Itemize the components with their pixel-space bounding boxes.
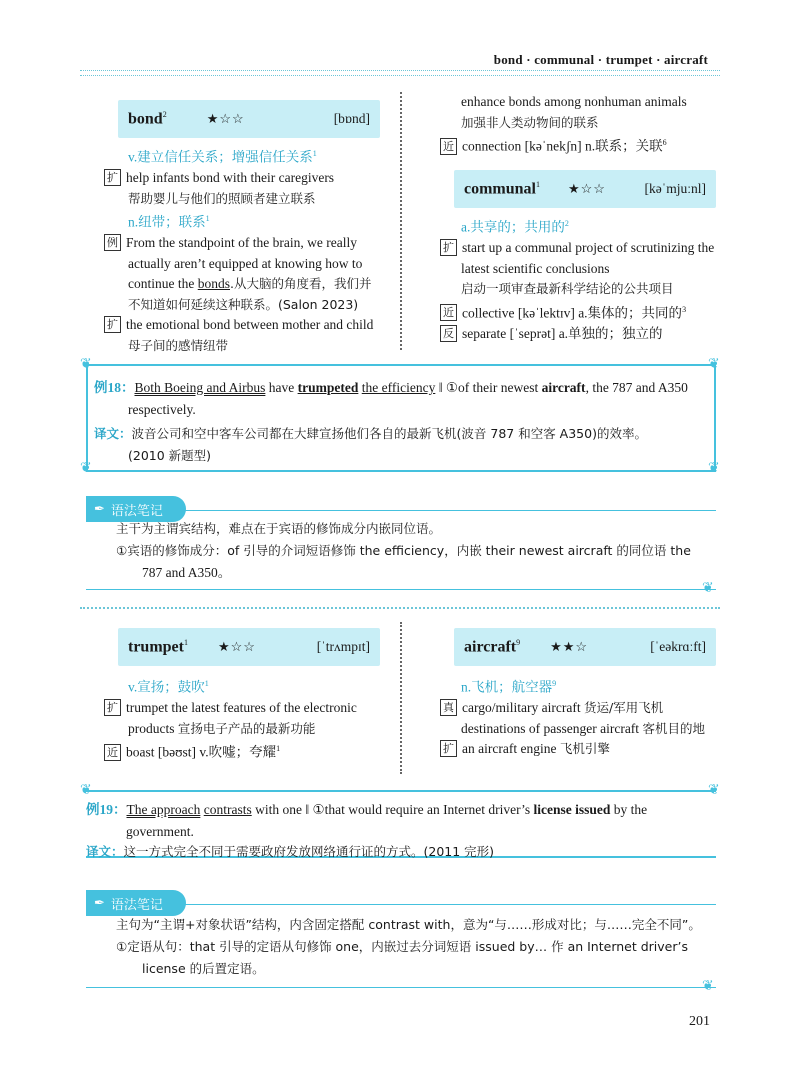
page-number: 201 xyxy=(689,1014,710,1029)
star-rating: ★★☆ xyxy=(550,639,589,654)
section-divider xyxy=(80,607,720,610)
note-line: 主句为“主谓+对象状语”结构，内含固定搭配 contrast with，意为“与……形成对比；与……完全不同”。 xyxy=(116,917,701,932)
example-18-source: (2010 新题型) xyxy=(128,448,212,463)
headword: bond$^2$ xyxy=(128,109,167,128)
pos-line: n.纽带；联系$^1$ xyxy=(128,214,210,230)
pos-line: a.共享的；共用的$^2$ xyxy=(461,219,569,235)
entry-trumpet-headbox xyxy=(118,628,380,666)
grammar-note-tab: ✒ 语法笔记 xyxy=(86,890,186,916)
extension-line: 扩 the emotional bond between mother and child xyxy=(104,315,394,336)
antonym-line: 反 separate [ˈseprət] a.单独的；独立的 xyxy=(440,324,740,345)
real-usage-line: destinations of passenger aircraft 客机目的地 xyxy=(461,720,705,736)
example-18-translation: 译文：波音公司和空中客车公司都在大肆宣扬他们各自的最新飞机(波音 787 和空客 A350)的效率。 xyxy=(94,426,647,441)
example-19-translation: 译文：这一方式完全不同于需要政府发放网络通行证的方式。(2011 完形) xyxy=(86,844,495,859)
phonetic: [kəˈmjuːnl] xyxy=(644,181,706,196)
pos-line: v.建立信任关系；增强信任关系$^1$ xyxy=(128,149,317,165)
extension-line: 扩 help infants bond with their caregivers xyxy=(104,168,394,189)
example-line: 不知道如何延续这种联系。(Salon 2023) xyxy=(128,296,359,312)
note-line: ①宾语的修饰成分：of 引导的介词短语修饰 the efficiency，内嵌 their newest aircraft 的同位语 the xyxy=(116,543,691,558)
ornament-corner-icon: ❦ xyxy=(702,979,714,994)
example-line: 例 From the standpoint of the brain, we really xyxy=(104,233,394,254)
synonym-line: 近 boast [bəʊst] v.吹嘘；夸耀$^1$ xyxy=(104,739,394,763)
grammar-note-1 xyxy=(86,510,716,590)
ornament-corner-icon: ❦ xyxy=(708,461,720,476)
headword: aircraft$^9$ xyxy=(464,637,521,656)
ornament-corner-icon: ❦ xyxy=(80,783,92,798)
headword: trumpet$^1$ xyxy=(128,637,188,656)
note-line: 主干为主谓宾结构，难点在于宾语的修饰成分内嵌同位语。 xyxy=(116,521,442,536)
ornament-corner-icon: ❦ xyxy=(80,461,92,476)
extension-line: 扩 start up a communal project of scrutinizing the xyxy=(440,238,740,259)
grammar-note-tab: ✒ 语法笔记 xyxy=(86,496,186,522)
ornament-corner-icon: ❦ xyxy=(80,357,92,372)
extension-line: enhance bonds among nonhuman animals xyxy=(461,94,687,109)
entry-trumpet-body xyxy=(104,674,394,763)
note-line: license 的后置定语。 xyxy=(142,961,265,976)
extension-translation: 帮助婴儿与他们的照顾者建立联系 xyxy=(128,190,316,206)
headword: communal$^1$ xyxy=(464,179,540,198)
column-divider xyxy=(400,92,408,350)
example-line: continue the bonds.从大脑的角度看，我们并 xyxy=(128,276,372,291)
entry-bond-headbox xyxy=(118,100,380,138)
real-usage-line: 真 cargo/military aircraft 货运/军用飞机 xyxy=(440,698,740,719)
entry-bond-continued xyxy=(440,92,730,157)
ornament-corner-icon: ❦ xyxy=(702,581,714,596)
grammar-note-2 xyxy=(86,904,716,988)
entry-communal-headbox xyxy=(454,170,716,208)
phonetic: [bɒnd] xyxy=(333,111,370,126)
column-divider xyxy=(400,622,408,774)
example-line: actually aren’t equipped at knowing how to xyxy=(128,255,363,271)
quill-icon: ✒ xyxy=(94,895,105,911)
running-header: bond · communal · trumpet · aircraft xyxy=(493,52,708,67)
pos-line: v.宣扬；鼓吹$^1$ xyxy=(128,679,209,695)
star-rating: ★☆☆ xyxy=(206,111,245,126)
note-line: 787 and A350。 xyxy=(142,565,232,580)
extension-translation: 母子间的感情纽带 xyxy=(128,337,229,353)
star-rating: ★☆☆ xyxy=(217,639,256,654)
synonym-line: 近 collective [kəˈlektɪv] a.集体的；共同的$^3$ xyxy=(440,300,740,324)
extension-line: latest scientific conclusions xyxy=(461,260,610,276)
example-19-sentence: 例19：The approach contrasts with one ‖ ①that would require an Internet driver’s license issued by the xyxy=(86,802,648,817)
phonetic: [ˈeəkrɑːft] xyxy=(650,639,706,654)
entry-aircraft-headbox xyxy=(454,628,716,666)
header-rule xyxy=(80,70,720,76)
pos-line: n.飞机；航空器$^9$ xyxy=(461,679,557,695)
note-line: ①定语从句：that 引导的定语从句修饰 one，内嵌过去分词短语 issued by… 作 an Internet driver’s xyxy=(116,939,688,954)
ornament-corner-icon: ❦ xyxy=(708,357,720,372)
extension-line: 扩 trumpet the latest features of the electronic xyxy=(104,698,394,719)
extension-translation: 加强非人类动物间的联系 xyxy=(461,114,599,130)
entry-aircraft-body xyxy=(440,674,740,760)
extension-translation: 启动一项审查最新科学结论的公共项目 xyxy=(461,281,674,296)
phonetic: [ˈtrʌmpɪt] xyxy=(316,639,370,654)
example-19-sentence-cont: government. xyxy=(126,824,194,839)
quill-icon: ✒ xyxy=(94,501,105,517)
extension-line: 扩 an aircraft engine 飞机引擎 xyxy=(440,739,740,760)
example-18-box xyxy=(86,364,716,472)
example-18-sentence: 例18：Both Boeing and Airbus have trumpeted the efficiency ‖ ①of their newest aircraft, the 787 and A350 xyxy=(94,380,688,395)
entry-bond-body xyxy=(104,144,394,356)
entry-communal-body xyxy=(440,214,740,344)
extension-line: products 宣扬电子产品的最新功能 xyxy=(128,720,316,736)
synonym-line: 近 connection [kəˈnekʃn] n.联系；关联$^6$ xyxy=(440,133,730,157)
example-18-sentence-cont: respectively. xyxy=(128,402,196,417)
ornament-corner-icon: ❦ xyxy=(708,783,720,798)
star-rating: ★☆☆ xyxy=(568,181,606,196)
